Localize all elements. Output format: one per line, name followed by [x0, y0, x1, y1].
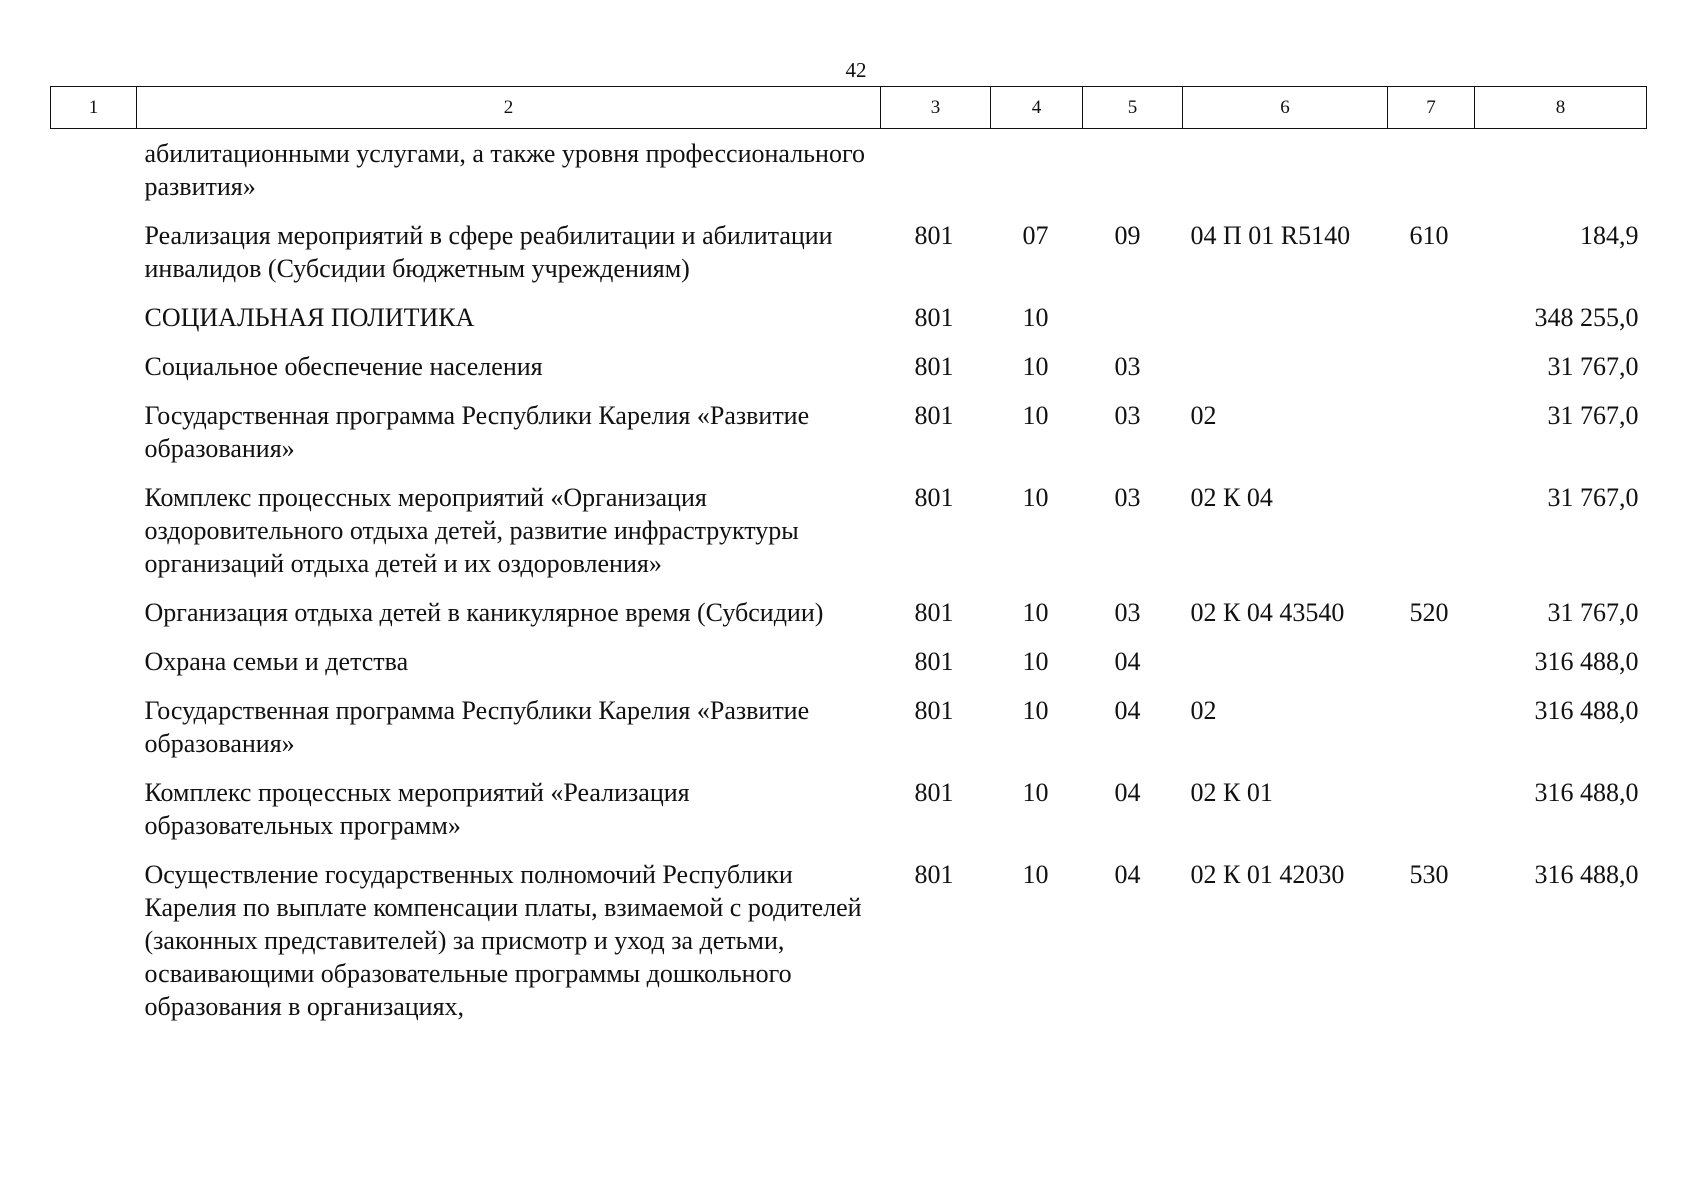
row-ved: 801 — [914, 352, 954, 381]
row-podrazdel: 04 — [1114, 696, 1141, 725]
header-row — [51, 87, 1647, 129]
header-col-4: 4 — [991, 87, 1083, 129]
row-vr: 610 — [1409, 221, 1449, 250]
row-razdel — [991, 129, 1083, 220]
row-vr — [1388, 481, 1475, 596]
row-podrazdel: 03 — [1114, 483, 1141, 512]
row-csr: 02 — [1190, 696, 1217, 725]
row-razdel: 10 — [1022, 401, 1049, 430]
row-csr — [1183, 350, 1388, 399]
row-razdel: 10 — [1022, 598, 1049, 627]
row-number-cell — [51, 129, 137, 220]
row-razdel: 10 — [1022, 696, 1049, 725]
row-number-cell — [51, 481, 137, 596]
row-vr — [1388, 694, 1475, 776]
row-vr — [1388, 645, 1475, 694]
header-col-2: 2 — [137, 87, 881, 129]
row-name: Осуществление государственных полномочий Республики Карелия по выплате компенсации платы, взимаемой с родителей (законных представителей) за присмотр и уход за детьми, осваивающими образовательные программы дошкольного образования в организациях, — [144, 860, 862, 1021]
row-csr: 02 К 04 — [1190, 483, 1273, 512]
row-razdel: 10 — [1022, 352, 1049, 381]
row-ved: 801 — [914, 221, 954, 250]
row-ved: 801 — [914, 598, 954, 627]
row-ved — [881, 129, 991, 220]
table-body — [51, 129, 1647, 1040]
row-podrazdel: 09 — [1114, 221, 1141, 250]
row-name: Государственная программа Республики Карелия «Развитие образования» — [144, 696, 810, 758]
row-vr — [1388, 129, 1475, 220]
row-ved: 801 — [914, 860, 954, 889]
row-podrazdel: 03 — [1114, 401, 1141, 430]
row-amount: 184,9 — [1580, 221, 1639, 250]
row-number-cell — [51, 301, 137, 350]
row-name: Реализация мероприятий в сфере реабилитации и абилитации инвалидов (Субсидии бюджетным учреждениям) — [144, 221, 833, 283]
row-csr: 02 К 04 43540 — [1190, 598, 1345, 627]
row-vr — [1388, 776, 1475, 858]
table-row — [51, 481, 1647, 596]
row-vr: 530 — [1409, 860, 1449, 889]
row-amount: 316 488,0 — [1534, 696, 1639, 725]
row-number-cell — [51, 858, 137, 1039]
page-number: 42 — [845, 58, 867, 82]
row-ved: 801 — [914, 401, 954, 430]
header-col-8: 8 — [1475, 87, 1647, 129]
row-razdel: 10 — [1022, 860, 1049, 889]
table-row — [51, 219, 1647, 301]
row-csr: 02 К 01 42030 — [1190, 860, 1345, 889]
header-col-7: 7 — [1388, 87, 1475, 129]
row-amount: 316 488,0 — [1534, 778, 1639, 807]
row-number-cell — [51, 219, 137, 301]
row-amount: 31 767,0 — [1547, 401, 1639, 430]
row-amount — [1475, 129, 1647, 220]
row-csr: 02 К 01 — [1190, 778, 1273, 807]
row-podrazdel — [1083, 129, 1183, 220]
row-name: Комплекс процессных мероприятий «Организация оздоровительного отдыха детей, развитие инфраструктуры организаций отдыха детей и их оздоровления» — [144, 483, 799, 578]
row-csr: 02 — [1190, 401, 1217, 430]
header-col-6: 6 — [1183, 87, 1388, 129]
table-row — [51, 399, 1647, 481]
row-number-cell — [51, 776, 137, 858]
row-number-cell — [51, 350, 137, 399]
table-row — [51, 858, 1647, 1039]
row-amount: 348 255,0 — [1534, 303, 1639, 332]
row-csr — [1183, 129, 1388, 220]
row-number-cell — [51, 694, 137, 776]
table-row — [51, 694, 1647, 776]
header-col-5: 5 — [1083, 87, 1183, 129]
table-row — [51, 301, 1647, 350]
row-name: Социальное обеспечение населения — [144, 352, 543, 381]
row-ved: 801 — [914, 778, 954, 807]
row-amount: 31 767,0 — [1547, 598, 1639, 627]
row-name: абилитационными услугами, а также уровня профессионального развития» — [144, 139, 865, 201]
table-row — [51, 645, 1647, 694]
row-name: СОЦИАЛЬНАЯ ПОЛИТИКА — [144, 303, 475, 332]
row-razdel: 10 — [1022, 483, 1049, 512]
row-name: Организация отдыха детей в каникулярное время (Субсидии) — [144, 598, 824, 627]
row-number-cell — [51, 399, 137, 481]
table-header — [51, 87, 1647, 129]
table-row — [51, 129, 1647, 220]
row-razdel: 10 — [1022, 303, 1049, 332]
row-ved: 801 — [914, 303, 954, 332]
header-col-3: 3 — [881, 87, 991, 129]
row-podrazdel: 04 — [1114, 860, 1141, 889]
row-podrazdel — [1083, 301, 1183, 350]
row-ved: 801 — [914, 483, 954, 512]
row-vr — [1388, 301, 1475, 350]
row-ved: 801 — [914, 696, 954, 725]
row-podrazdel: 04 — [1114, 778, 1141, 807]
row-razdel: 10 — [1022, 778, 1049, 807]
row-amount: 31 767,0 — [1547, 352, 1639, 381]
row-podrazdel: 03 — [1114, 598, 1141, 627]
row-name: Государственная программа Республики Карелия «Развитие образования» — [144, 401, 810, 463]
table-row — [51, 776, 1647, 858]
row-amount: 316 488,0 — [1534, 860, 1639, 889]
row-amount: 316 488,0 — [1534, 647, 1639, 676]
table-row — [51, 350, 1647, 399]
row-vr — [1388, 399, 1475, 481]
row-vr: 520 — [1409, 598, 1449, 627]
row-number-cell — [51, 645, 137, 694]
budget-table — [50, 86, 1647, 1039]
row-razdel: 07 — [1022, 221, 1049, 250]
row-name: Комплекс процессных мероприятий «Реализация образовательных программ» — [144, 778, 690, 840]
row-podrazdel: 03 — [1114, 352, 1141, 381]
row-razdel: 10 — [1022, 647, 1049, 676]
row-csr — [1183, 645, 1388, 694]
row-name: Охрана семьи и детства — [144, 647, 409, 676]
row-csr — [1183, 301, 1388, 350]
row-csr: 04 П 01 R5140 — [1190, 221, 1351, 250]
table-row — [51, 596, 1647, 645]
header-col-1: 1 — [51, 87, 137, 129]
row-vr — [1388, 350, 1475, 399]
row-amount: 31 767,0 — [1547, 483, 1639, 512]
row-number-cell — [51, 596, 137, 645]
row-ved: 801 — [914, 647, 954, 676]
row-podrazdel: 04 — [1114, 647, 1141, 676]
